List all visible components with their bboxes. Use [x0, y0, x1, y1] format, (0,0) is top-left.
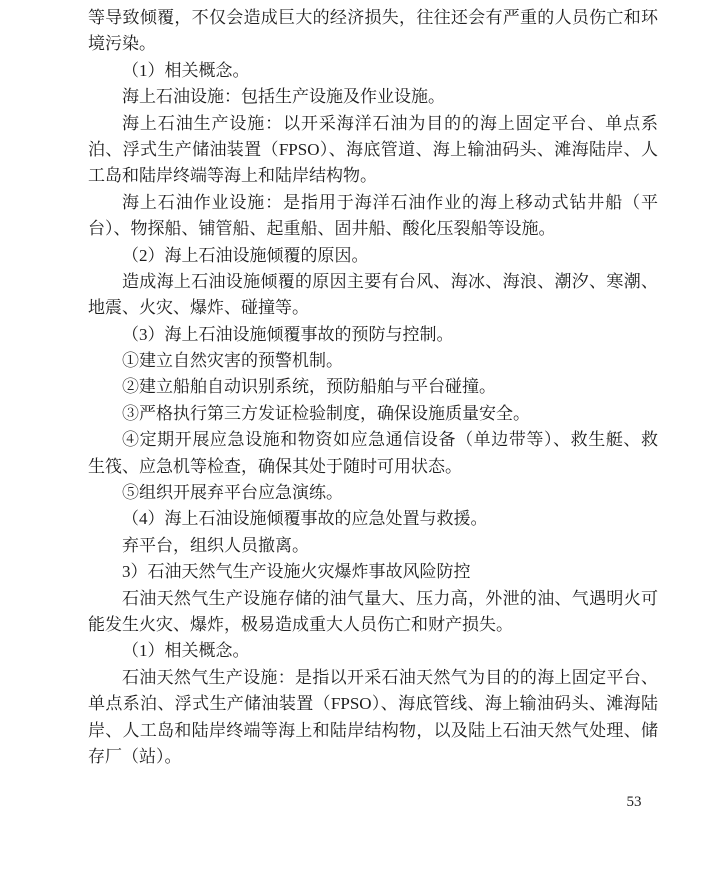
text-line: 境污染。	[88, 34, 156, 54]
text-line: 造成海上石油设施倾覆的原因主要有台风、海冰、海浪、潮汐、寒潮、	[122, 271, 658, 291]
text-line: 单点系泊、浮式生产储油装置（FPSO）、海底管线、海上输油码头、滩海陆	[88, 694, 658, 714]
text-line: 台）、物探船、铺管船、起重船、固井船、酸化压裂船等设施。	[88, 219, 556, 239]
text-line: 等导致倾覆，不仅会造成巨大的经济损失，往往还会有严重的人员伤亡和环	[88, 8, 658, 27]
text-line: （4）海上石油设施倾覆事故的应急处置与救援。	[122, 509, 488, 529]
text-line: 地震、火灾、爆炸、碰撞等。	[88, 298, 309, 318]
text-line: 工岛和陆岸终端等海上和陆岸结构物。	[88, 166, 377, 186]
text-line: 海上石油设施：包括生产设施及作业设施。	[122, 87, 445, 107]
text-line: ①建立自然灾害的预警机制。	[122, 351, 343, 371]
text-line: （1）相关概念。	[122, 641, 250, 661]
text-line: （2）海上石油设施倾覆的原因。	[122, 245, 369, 265]
text-line: 海上石油作业设施：是指用于海洋石油作业的海上移动式钻井船（平	[122, 192, 658, 212]
text-line: ②建立船舶自动识别系统，预防船舶与平台碰撞。	[122, 377, 496, 397]
text-line: 3）石油天然气生产设施火灾爆炸事故风险防控	[122, 562, 471, 582]
text-line: 生筏、应急机等检查，确保其处于随时可用状态。	[88, 456, 462, 476]
text-line: （1）相关概念。	[122, 60, 250, 80]
text-line: ⑤组织开展弃平台应急演练。	[122, 483, 343, 503]
text-line: 海上石油生产设施：以开采海洋石油为目的的海上固定平台、单点系	[122, 113, 658, 133]
text-line: ③严格执行第三方发证检验制度，确保设施质量安全。	[122, 403, 530, 423]
text-line: （3）海上石油设施倾覆事故的预防与控制。	[122, 324, 454, 344]
text-line: 泊、浮式生产储油装置（FPSO）、海底管道、海上输油码头、滩海陆岸、人	[88, 139, 658, 159]
page-number: 53	[626, 794, 642, 810]
text-line: 岸、人工岛和陆岸终端等海上和陆岸结构物，以及陆上石油天然气处理、储	[88, 720, 658, 740]
text-line: 石油天然气生产设施：是指以开采石油天然气为目的的海上固定平台、	[122, 667, 658, 687]
text-line: ④定期开展应急设施和物资如应急通信设备（单边带等）、救生艇、救	[122, 430, 658, 450]
text-line: 石油天然气生产设施存储的油气量大、压力高，外泄的油、气遇明火可	[122, 588, 658, 608]
body-text	[88, 5, 658, 770]
text-line: 弃平台，组织人员撤离。	[122, 535, 309, 555]
text-line: 存厂（站）。	[88, 746, 182, 766]
text-line: 能发生火灾、爆炸，极易造成重大人员伤亡和财产损失。	[88, 614, 513, 634]
